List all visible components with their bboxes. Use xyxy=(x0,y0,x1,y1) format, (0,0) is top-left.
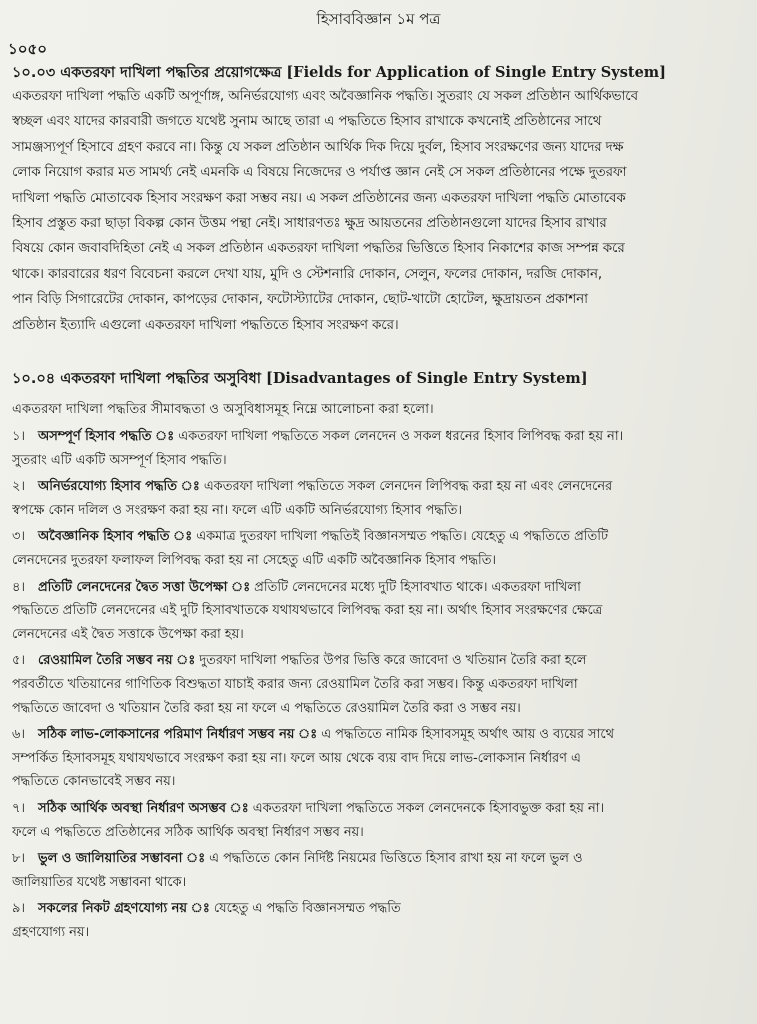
item-number: ৯। xyxy=(12,901,25,917)
body-line: লোক নিয়োগ করার মত সামর্থ্য নেই এমনকি এ বিষয়ে নিজেদের ও পর্যাপ্ত জ্ঞান নেই সে সকল প্রতিষ্ঠানের পক্ষে দুতরফা xyxy=(12,165,627,181)
body-line: হিসাব প্রস্তুত করা ছাড়া বিকল্প কোন উত্তম পন্থা নেই। সাধারণতঃ ক্ষুদ্র আয়তনের প্রতিষ্ঠানগুলো যাদের হিসাব রাখার xyxy=(12,216,607,232)
list-item xyxy=(12,797,747,844)
item-text: যেহেতু এ পদ্ধতি বিজ্ঞানসম্মত পদ্ধতি xyxy=(213,901,401,917)
item-line: পদ্ধতিতে কোনভাবেই সম্ভব নয়। xyxy=(12,774,176,790)
item-line: সুতরাং এটি একটি অসম্পূর্ণ হিসাব পদ্ধতি। xyxy=(12,452,227,468)
item-line: লেনদেনের এই দ্বৈত সত্তাকে উপেক্ষা করা হয়। xyxy=(12,626,244,642)
item-text: এ পদ্ধতিতে নামিক হিসাবসমূহ অর্থাৎ আয় ও ব্যয়ের সাথে xyxy=(321,727,614,743)
item-line: জালিয়াতির যথেষ্ট সম্ভাবনা থাকে। xyxy=(12,874,187,890)
item-first-line xyxy=(12,525,747,549)
item-text: দুতরফা দাখিলা পদ্ধতির উপর ভিত্তি করে জাবেদা ও খতিয়ান তৈরি করা হলে xyxy=(199,653,587,669)
item-number: ২। xyxy=(12,479,25,495)
running-header: হিসাববিজ্ঞান ১ম পত্র xyxy=(316,10,441,28)
item-number: ৬। xyxy=(12,727,25,743)
section-heading-1003 xyxy=(12,62,747,84)
item-first-line xyxy=(12,847,747,871)
body-line: থাকে। কারবারের ধরণ বিবেচনা করলে দেখা যায়, মুদি ও স্টেশনারি দোকান, সেলুন, ফলের দোকান, দরজি দোকান, xyxy=(12,266,602,282)
item-line: সম্পর্কিত হিসাবসমূহ যথাযথভাবে সংরক্ষণ করা হয় না। ফলে আয় থেকে ব্যয় বাদ দিয়ে লাভ-লোকসান নির্ধারণ এ xyxy=(12,750,581,766)
item-first-line xyxy=(12,649,747,673)
item-text: একমাত্র দুতরফা দাখিলা পদ্ধতিই বিজ্ঞানসম্মত পদ্ধতি। যেহেতু এ পদ্ধতিতে প্রতিটি xyxy=(196,529,609,545)
item-title: প্রতিটি লেনদেনের দ্বৈত সত্তা উপেক্ষা ঃ xyxy=(38,579,251,595)
item-number: ৫। xyxy=(12,653,25,669)
list-item xyxy=(12,525,747,572)
item-line: ফলে এ পদ্ধতিতে প্রতিষ্ঠানের সঠিক আর্থিক অবস্থা নির্ধারণ সম্ভব নয়। xyxy=(12,824,364,840)
body-line: বিষয়ে কোন জবাবদিহিতা নেই এ সকল প্রতিষ্ঠান একতরফা দাখিলা পদ্ধতির ভিত্তিতে হিসাব নিকাশের কাজ সম্পন্ন করে xyxy=(12,241,625,257)
item-text: একতরফা দাখিলা পদ্ধতিতে সকল লেনদেন লিপিবদ্ধ করা হয় না এবং লেনদেনের xyxy=(203,479,613,495)
item-number: ৭। xyxy=(12,800,25,816)
list-item xyxy=(12,425,747,472)
section-title-en: [Disadvantages of Single Entry System] xyxy=(265,370,588,388)
item-first-line xyxy=(12,425,747,449)
item-first-line xyxy=(12,797,747,821)
body-line: স্বচ্ছল এবং যাদের কারবারী জগতে যথেষ্ট সুনাম আছে তারা এ পদ্ধতিতে হিসাব রাখাকে কখনোই প্রতিষ্ঠানের সাথে xyxy=(12,114,602,130)
item-number: ৮। xyxy=(12,851,25,867)
section-intro: একতরফা দাখিলা পদ্ধতির সীমাবদ্ধতা ও অসুবিধাসমূহ নিম্নে আলোচনা করা হলো। xyxy=(12,402,434,418)
body-line: দাখিলা পদ্ধতি মোতাবেক হিসাব সংরক্ষণ করা সম্ভব নয়। এ সকল প্রতিষ্ঠানের জন্য একতরফা দাখিলা পদ্ধতি মোতাবেক xyxy=(12,190,626,206)
item-first-line xyxy=(12,576,747,600)
item-first-line xyxy=(12,723,747,747)
body-line: সামঞ্জস্যপূর্ণ হিসাবে গ্রহণ করবে না। কিন্তু যে সকল প্রতিষ্ঠান আর্থিক দিক দিয়ে দুর্বল, হিসাব সংরক্ষণের জন্য যাদের দক্ষ xyxy=(12,139,624,155)
list-item xyxy=(12,847,747,894)
item-number: ৪। xyxy=(12,579,25,595)
item-text: একতরফা দাখিলা পদ্ধতিতে সকল লেনদেন ও সকল ধরনের হিসাব লিপিবদ্ধ করা হয় না। xyxy=(178,429,624,445)
section-spacer xyxy=(12,338,747,368)
section-number: ১০.০৪ xyxy=(12,371,56,388)
list-item xyxy=(12,723,747,794)
item-title: অসম্পূর্ণ হিসাব পদ্ধতি ঃ xyxy=(38,429,175,445)
item-title: অবৈজ্ঞানিক হিসাব পদ্ধতি ঃ xyxy=(38,529,193,545)
list-item xyxy=(12,576,747,647)
item-title: ভুল ও জালিয়াতির সম্ভাবনা ঃ xyxy=(38,851,206,867)
item-number: ১। xyxy=(12,429,25,445)
item-text: প্রতিটি লেনদেনের মধ্যে দুটি হিসাবখাত থাকে। একতরফা দাখিলা xyxy=(254,579,581,595)
item-line: গ্রহণযোগ্য নয়। xyxy=(12,924,90,940)
page-content xyxy=(12,62,747,945)
body-line: প্রতিষ্ঠান ইত্যাদি এগুলো একতরফা দাখিলা পদ্ধতিতে হিসাব সংরক্ষণ করে। xyxy=(12,317,399,333)
item-line: পদ্ধতিতে জাবেদা ও খতিয়ান তৈরি করা হয় না ফলে এ পদ্ধতিতে রেওয়ামিল তৈরি করা ও সম্ভব নয়। xyxy=(12,700,521,716)
section-title-en: [Fields for Application of Single Entry System] xyxy=(286,64,666,81)
page-number: ১০৫০ xyxy=(8,40,47,58)
section-number: ১০.০৩ xyxy=(12,65,56,81)
item-title: রেওয়ামিল তৈরি সম্ভব নয় ঃ xyxy=(38,653,196,669)
item-first-line xyxy=(12,897,747,921)
list-item xyxy=(12,897,747,944)
item-line: পরবর্তীতে খতিয়ানের গাণিতিক বিশুদ্ধতা যাচাই করার জন্য রেওয়ামিল তৈরি করা সম্ভব। কিন্তু একতরফা দাখিলা xyxy=(12,677,578,692)
item-line: স্বপক্ষে কোন দলিল ও সংরক্ষণ করা হয় না। ফলে এটি একটি অনির্ভরযোগ্য হিসাব পদ্ধতি। xyxy=(12,502,462,518)
body-line: পান বিড়ি সিগারেটের দোকান, কাপড়ের দোকান, ফটোস্ট্যাটের দোকান, ছোট-খাটো হোটেল, ক্ষুদ্রায়তন প্রকাশনা xyxy=(12,292,588,308)
item-title: অনির্ভরযোগ্য হিসাব পদ্ধতি ঃ xyxy=(38,479,200,495)
item-text: এ পদ্ধতিতে কোন নির্দিষ্ট নিয়মের ভিত্তিতে হিসাব রাখা হয় না ফলে ভুল ও xyxy=(209,851,583,867)
section-heading-1004 xyxy=(12,368,747,390)
item-title: সঠিক আর্থিক অবস্থা নির্ধারণ অসম্ভব ঃ xyxy=(38,800,249,816)
body-line: একতরফা দাখিলা পদ্ধতি একটি অপূর্ণাঙ্গ, অনির্ভরযোগ্য এবং অবৈজ্ঞানিক পদ্ধতি। সুতরাং যে সকল প্রতিষ্ঠান আর্থিকভাবে xyxy=(12,89,639,104)
section-title-bn: একতরফা দাখিলা পদ্ধতির প্রয়োগক্ষেত্র xyxy=(60,65,282,81)
item-title: সকলের নিকট গ্রহণযোগ্য নয় ঃ xyxy=(38,901,210,917)
item-number: ৩। xyxy=(12,529,25,545)
list-item xyxy=(12,649,747,720)
item-line: পদ্ধতিতে প্রতিটি লেনদেনের এই দুটি হিসাবখাতকে যথাযথভাবে লিপিবদ্ধ করা হয় না। অর্থাৎ হিসাব সংরক্ষণের ক্ষেত্রে xyxy=(12,603,603,619)
item-text: একতরফা দাখিলা পদ্ধতিতে সকল লেনদেনকে হিসাবভুক্ত করা হয় না। xyxy=(252,800,605,816)
section-1003-body xyxy=(12,84,747,338)
item-line: লেনদেনের দুতরফা ফলাফল লিপিবদ্ধ করা হয় না সেহেতু এটি একটি অবৈজ্ঞানিক হিসাব পদ্ধতি। xyxy=(12,553,497,569)
list-item xyxy=(12,475,747,522)
item-title: সঠিক লাভ-লোকসানের পরিমাণ নির্ধারণ সম্ভব নয় ঃ xyxy=(38,727,318,743)
section-title-bn: একতরফা দাখিলা পদ্ধতির অসুবিধা xyxy=(60,371,261,388)
item-first-line xyxy=(12,475,747,499)
